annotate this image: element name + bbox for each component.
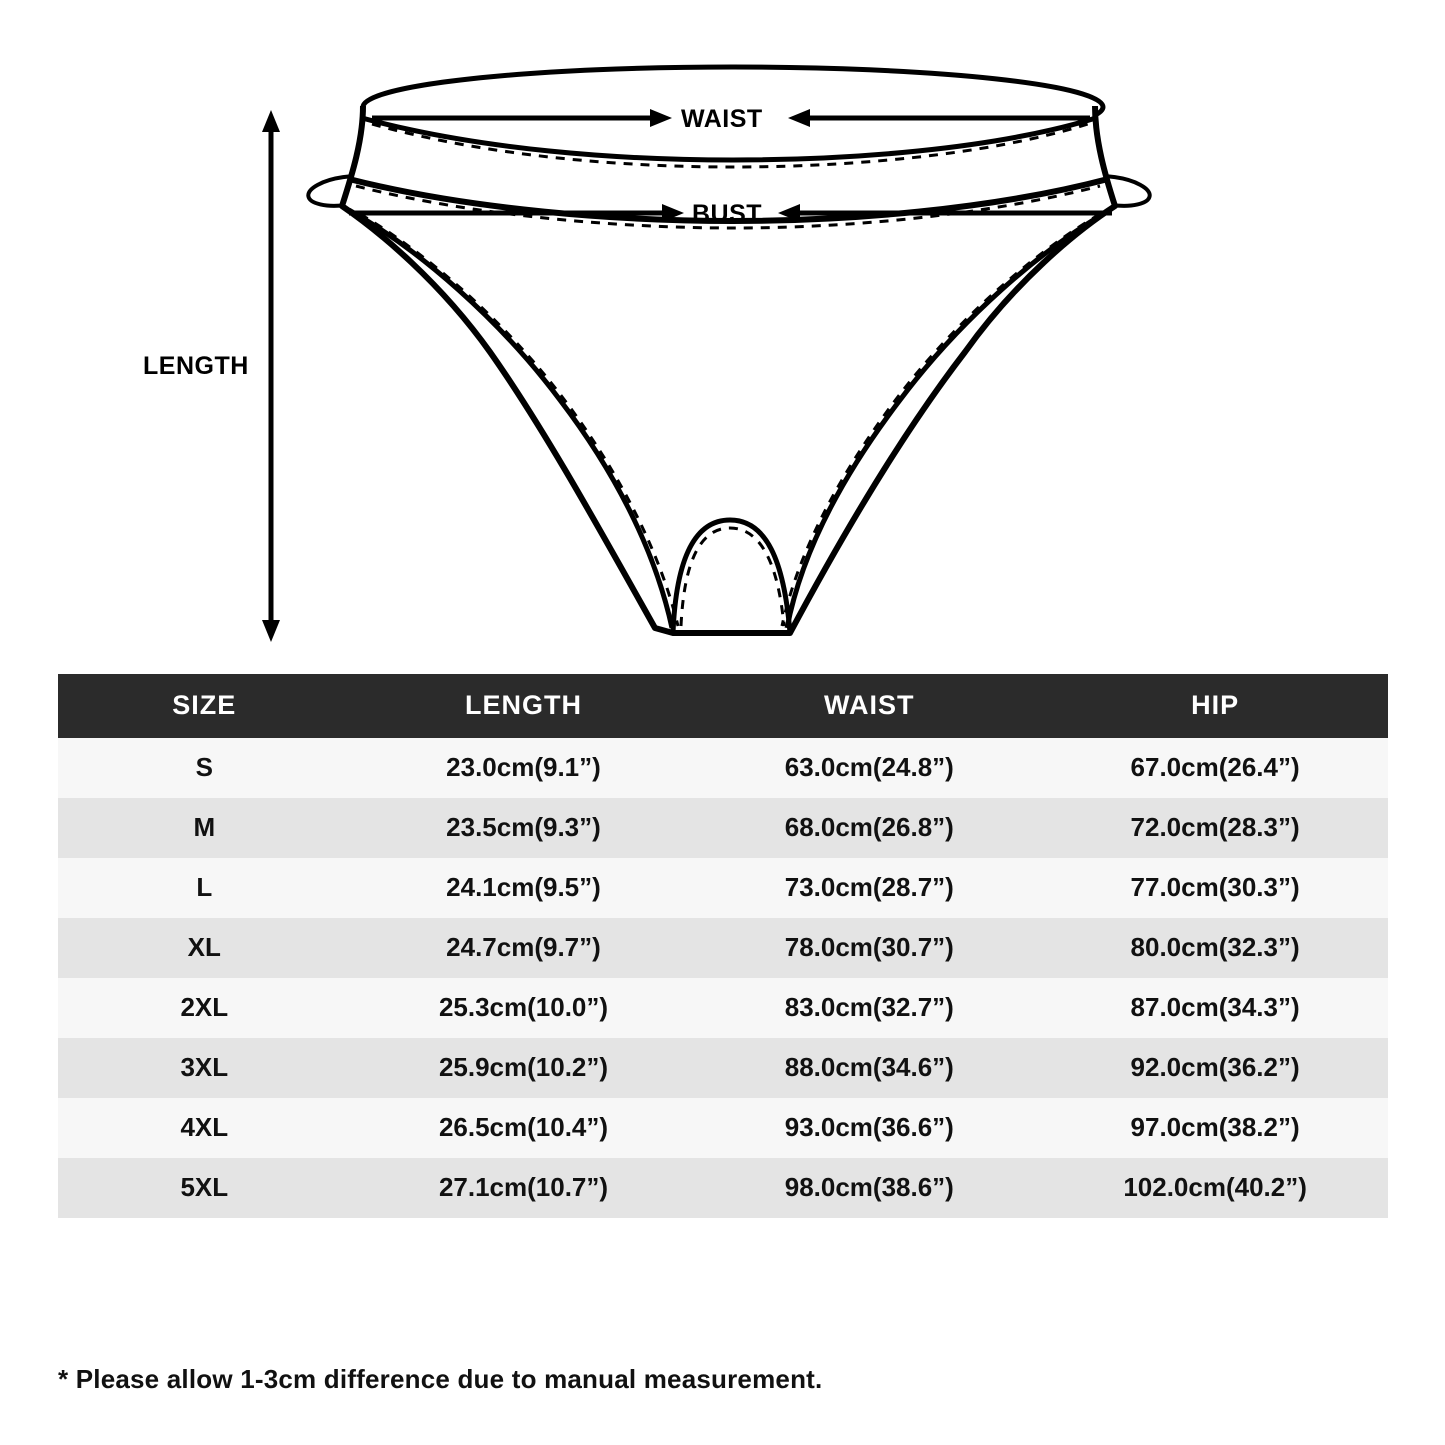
cell-size: 3XL	[58, 1038, 351, 1098]
table-row	[58, 1038, 1388, 1098]
waist-label: WAIST	[681, 105, 763, 133]
cell-size: L	[58, 858, 351, 918]
panty-body-outline	[342, 106, 1115, 633]
cell-size: M	[58, 798, 351, 858]
cell-hip: 77.0cm(30.3”)	[1042, 858, 1388, 918]
cell-waist: 63.0cm(24.8”)	[696, 738, 1042, 798]
cell-size: 4XL	[58, 1098, 351, 1158]
length-dimension-arrow	[262, 110, 280, 642]
cell-length: 25.3cm(10.0”)	[351, 978, 697, 1038]
cell-size: XL	[58, 918, 351, 978]
garment-diagram	[0, 0, 1445, 660]
table-header	[58, 674, 1388, 738]
length-label: LENGTH	[143, 352, 249, 380]
cell-waist: 88.0cm(34.6”)	[696, 1038, 1042, 1098]
table-row	[58, 978, 1388, 1038]
cell-hip: 72.0cm(28.3”)	[1042, 798, 1388, 858]
table-row	[58, 918, 1388, 978]
cell-size: S	[58, 738, 351, 798]
column-header-hip: HIP	[1042, 674, 1388, 738]
table-row	[58, 858, 1388, 918]
cell-waist: 83.0cm(32.7”)	[696, 978, 1042, 1038]
cell-length: 27.1cm(10.7”)	[351, 1158, 697, 1218]
cell-length: 25.9cm(10.2”)	[351, 1038, 697, 1098]
panty-technical-drawing	[0, 0, 1445, 660]
cell-length: 24.7cm(9.7”)	[351, 918, 697, 978]
cell-waist: 78.0cm(30.7”)	[696, 918, 1042, 978]
cell-hip: 67.0cm(26.4”)	[1042, 738, 1388, 798]
table-row	[58, 1098, 1388, 1158]
measurement-footnote: * Please allow 1-3cm difference due to manual measurement.	[58, 1364, 823, 1394]
cell-waist: 68.0cm(26.8”)	[696, 798, 1042, 858]
size-chart-table-wrapper	[58, 674, 1388, 1218]
cell-size: 2XL	[58, 978, 351, 1038]
cell-waist: 93.0cm(36.6”)	[696, 1098, 1042, 1158]
column-header-length: LENGTH	[351, 674, 697, 738]
size-chart-table	[58, 674, 1388, 1218]
cell-waist: 73.0cm(28.7”)	[696, 858, 1042, 918]
table-row	[58, 1158, 1388, 1218]
table-row	[58, 798, 1388, 858]
cell-size: 5XL	[58, 1158, 351, 1218]
table-body	[58, 738, 1388, 1218]
column-header-waist: WAIST	[696, 674, 1042, 738]
bust-label: BUST	[692, 200, 763, 228]
cell-length: 24.1cm(9.5”)	[351, 858, 697, 918]
cell-length: 26.5cm(10.4”)	[351, 1098, 697, 1158]
table-row	[58, 738, 1388, 798]
cell-hip: 97.0cm(38.2”)	[1042, 1098, 1388, 1158]
cell-waist: 98.0cm(38.6”)	[696, 1158, 1042, 1218]
cell-hip: 87.0cm(34.3”)	[1042, 978, 1388, 1038]
cell-hip: 80.0cm(32.3”)	[1042, 918, 1388, 978]
cell-hip: 102.0cm(40.2”)	[1042, 1158, 1388, 1218]
column-header-size: SIZE	[58, 674, 351, 738]
cell-length: 23.0cm(9.1”)	[351, 738, 697, 798]
table-header-row	[58, 674, 1388, 738]
cell-hip: 92.0cm(36.2”)	[1042, 1038, 1388, 1098]
cell-length: 23.5cm(9.3”)	[351, 798, 697, 858]
